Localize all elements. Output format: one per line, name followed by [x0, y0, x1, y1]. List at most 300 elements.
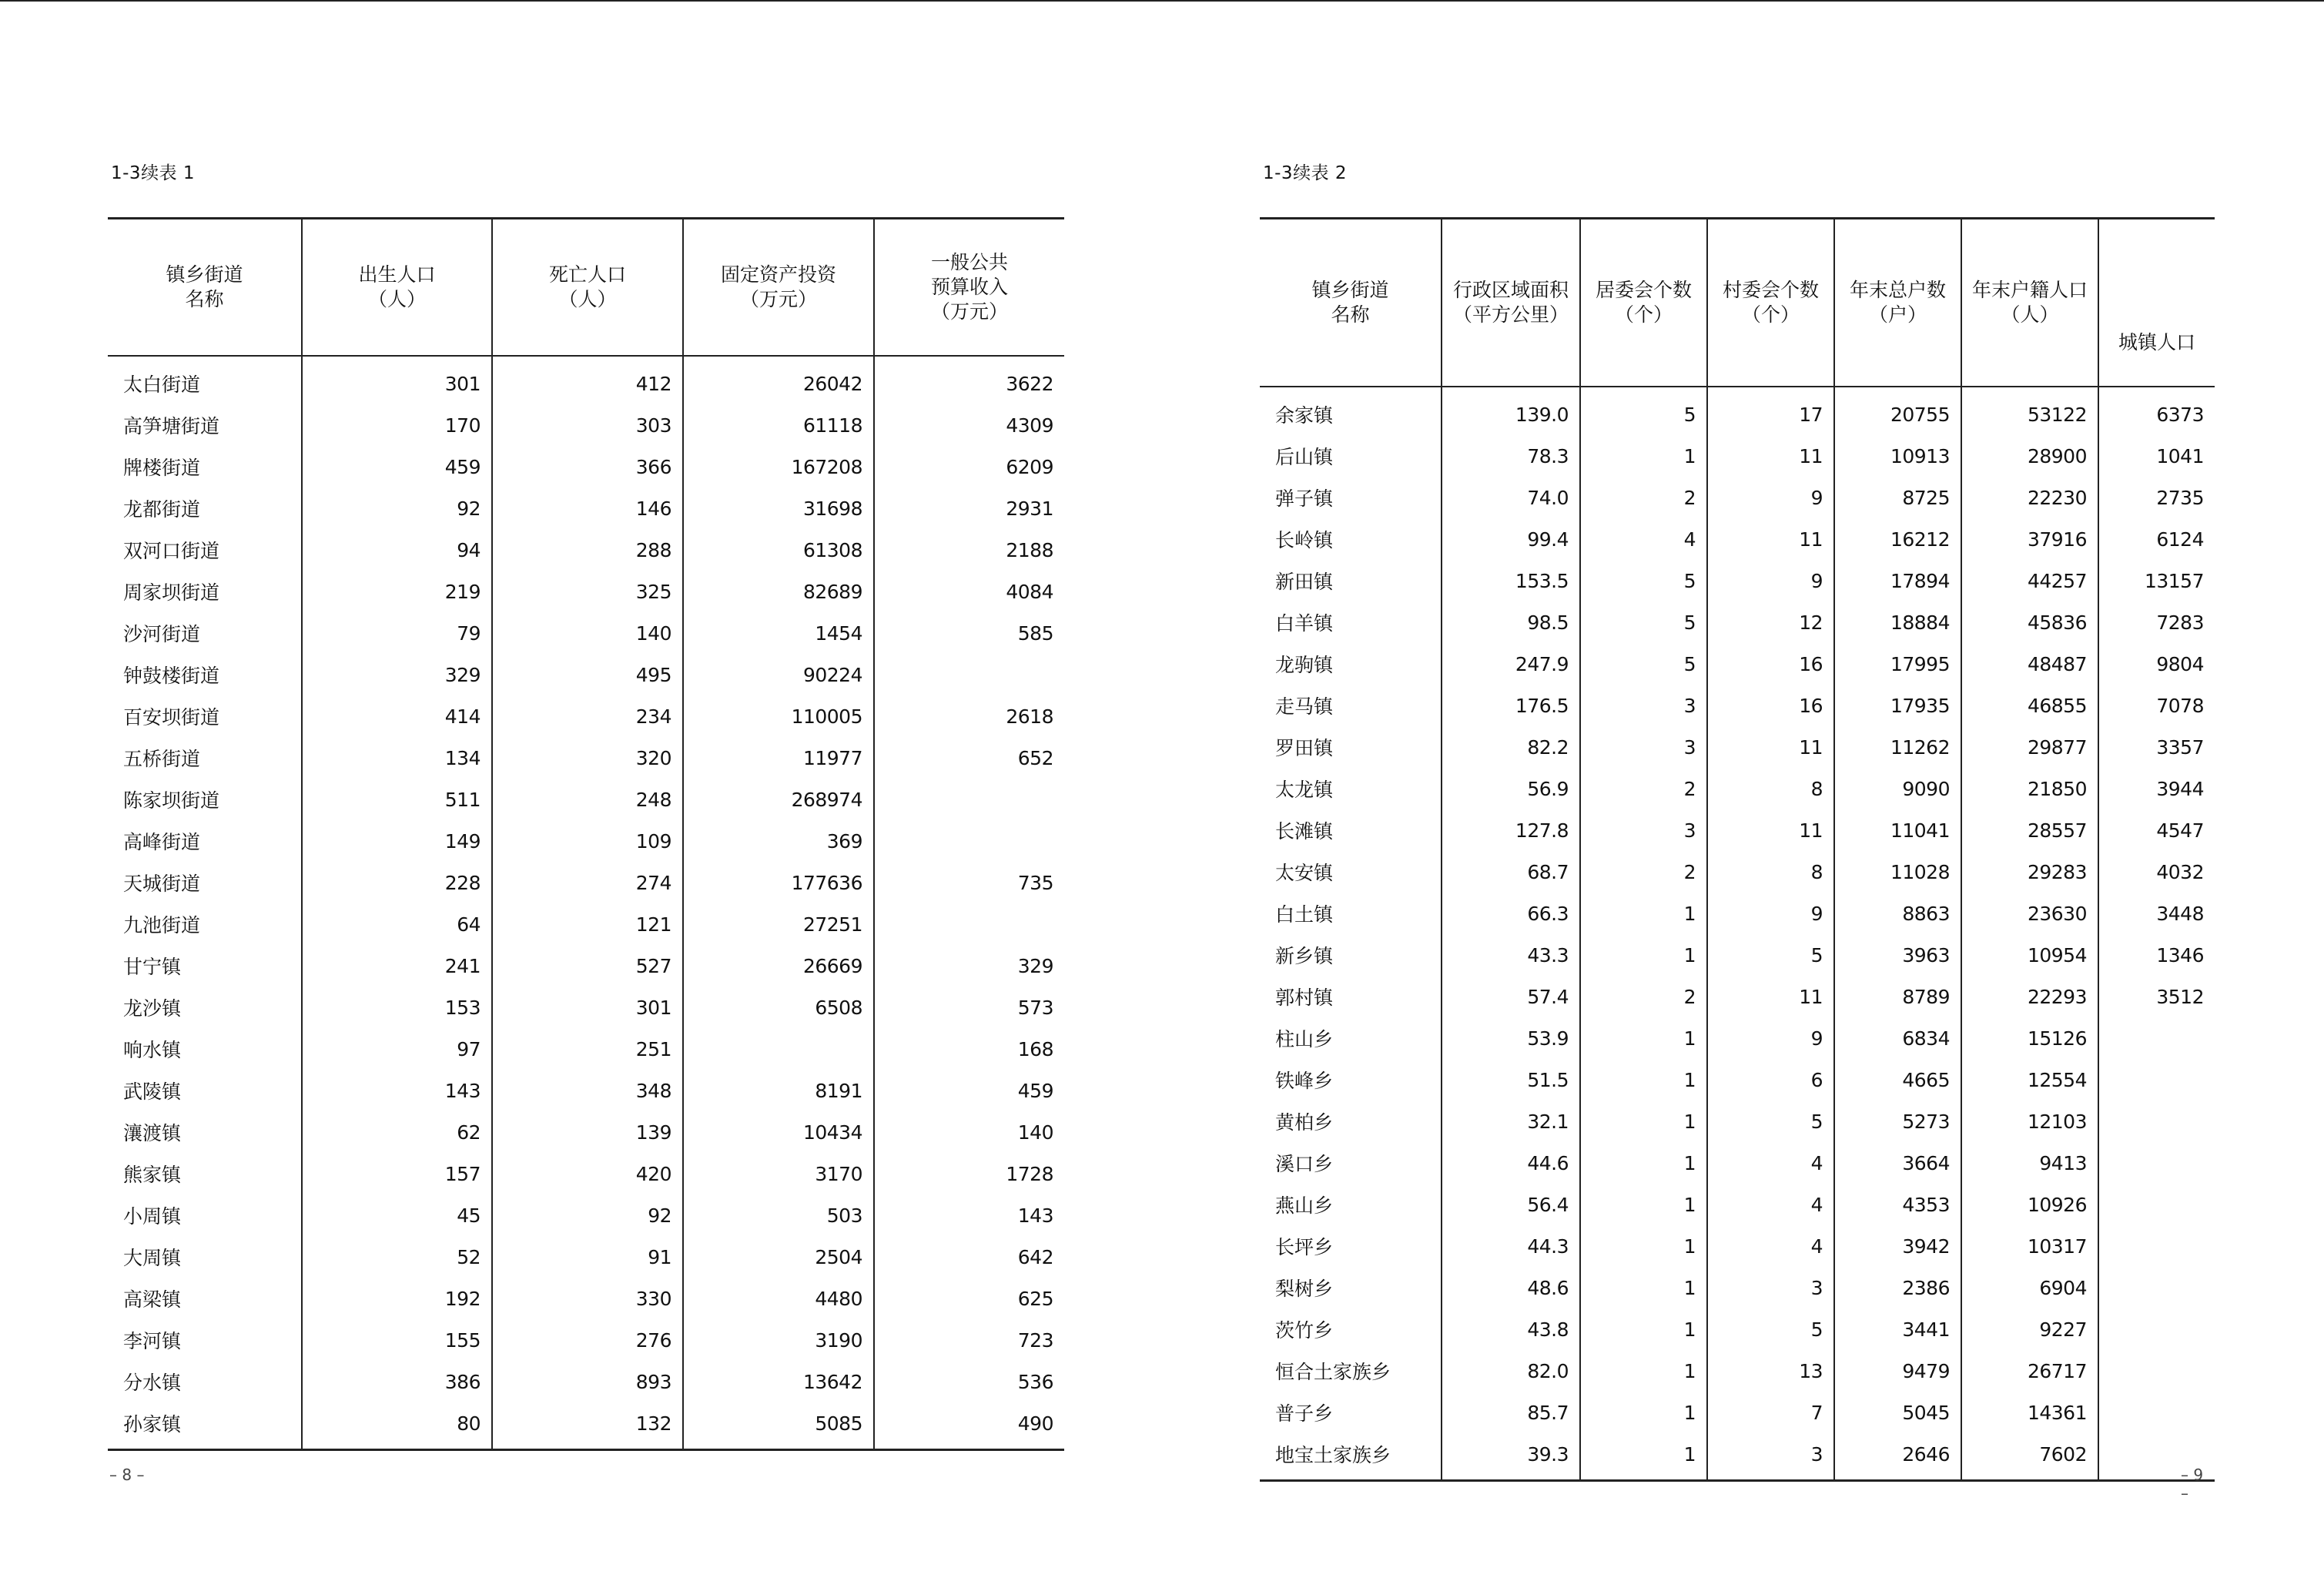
value-cell: 5 — [1707, 1101, 1834, 1142]
value-cell: 348 — [492, 1070, 683, 1111]
value-cell: 5085 — [683, 1402, 874, 1450]
value-cell: 78.3 — [1442, 435, 1580, 477]
value-cell: 11 — [1707, 976, 1834, 1017]
table-row — [108, 612, 1064, 654]
table-row — [108, 529, 1064, 571]
table-row — [1260, 1392, 2215, 1433]
value-cell: 79 — [302, 612, 492, 654]
row-name-cell: 长滩镇 — [1275, 820, 1334, 843]
right-page — [1260, 0, 2215, 1588]
value-cell: 16 — [1707, 643, 1834, 685]
table-row — [108, 1194, 1064, 1236]
value-cell: 4 — [1707, 1142, 1834, 1184]
value-cell: 16212 — [1834, 518, 1961, 560]
right-stat-table — [1260, 217, 2215, 1482]
value-cell: 97 — [302, 1028, 492, 1070]
value-cell: 27251 — [683, 903, 874, 945]
value-cell — [2098, 1142, 2215, 1184]
table-header-row — [1260, 219, 2215, 387]
value-cell — [874, 654, 1064, 695]
value-cell: 228 — [302, 862, 492, 903]
value-cell: 652 — [874, 737, 1064, 779]
column-header — [683, 219, 874, 357]
value-cell: 234 — [492, 695, 683, 737]
value-cell: 642 — [874, 1236, 1064, 1278]
row-name-cell: 铁峰乡 — [1275, 1070, 1334, 1092]
value-cell: 459 — [302, 446, 492, 487]
value-cell: 3622 — [874, 356, 1064, 404]
value-cell: 366 — [492, 446, 683, 487]
value-cell: 17995 — [1834, 643, 1961, 685]
row-name-cell: 钟鼓楼街道 — [123, 665, 220, 687]
value-cell: 9804 — [2098, 643, 2215, 685]
column-header-line: 行政区域面积 — [1452, 279, 1569, 301]
value-cell: 420 — [492, 1153, 683, 1194]
value-cell: 11 — [1707, 726, 1834, 768]
value-cell: 1728 — [874, 1153, 1064, 1194]
value-cell: 46855 — [1961, 685, 2098, 726]
value-cell: 9 — [1707, 1017, 1834, 1059]
table-caption: 1-3续表 1 — [111, 163, 196, 183]
value-cell: 62 — [302, 1111, 492, 1153]
value-cell: 5 — [1580, 560, 1707, 601]
value-cell: 330 — [492, 1278, 683, 1319]
value-cell: 2 — [1580, 976, 1707, 1017]
value-cell: 26717 — [1961, 1350, 2098, 1392]
value-cell: 3942 — [1834, 1225, 1961, 1267]
value-cell: 143 — [302, 1070, 492, 1111]
value-cell: 2504 — [683, 1236, 874, 1278]
value-cell: 57.4 — [1442, 976, 1580, 1017]
column-header-line: （人） — [367, 288, 426, 310]
value-cell: 3 — [1580, 809, 1707, 851]
column-header-line: 固定资产投资 — [720, 263, 836, 286]
value-cell: 2646 — [1834, 1433, 1961, 1481]
value-cell: 140 — [874, 1111, 1064, 1153]
value-cell: 10317 — [1961, 1225, 2098, 1267]
column-header-line: 年末总户数 — [1849, 279, 1946, 301]
row-name-cell: 溪口乡 — [1275, 1153, 1334, 1175]
value-cell: 301 — [492, 987, 683, 1028]
value-cell: 10926 — [1961, 1184, 2098, 1225]
value-cell: 28557 — [1961, 809, 2098, 851]
row-name-cell: 罗田镇 — [1275, 737, 1334, 759]
value-cell: 64 — [302, 903, 492, 945]
value-cell: 82689 — [683, 571, 874, 612]
table-row — [108, 820, 1064, 862]
value-cell: 26669 — [683, 945, 874, 987]
value-cell: 1 — [1580, 1392, 1707, 1433]
column-header — [108, 219, 302, 357]
value-cell: 153.5 — [1442, 560, 1580, 601]
row-name-cell: 高峰街道 — [123, 831, 201, 853]
table-row — [1260, 1308, 2215, 1350]
column-header-line: 死亡人口 — [548, 263, 626, 286]
value-cell: 1 — [1580, 1142, 1707, 1184]
value-cell: 3 — [1580, 685, 1707, 726]
value-cell: 121 — [492, 903, 683, 945]
value-cell: 29283 — [1961, 851, 2098, 893]
value-cell: 98.5 — [1442, 601, 1580, 643]
value-cell: 6834 — [1834, 1017, 1961, 1059]
value-cell: 9227 — [1961, 1308, 2098, 1350]
value-cell: 5 — [1580, 643, 1707, 685]
row-name-cell: 白羊镇 — [1275, 612, 1334, 635]
table-row — [1260, 893, 2215, 934]
table-row — [108, 1319, 1064, 1361]
value-cell — [874, 820, 1064, 862]
value-cell: 268974 — [683, 779, 874, 820]
value-cell: 6508 — [683, 987, 874, 1028]
value-cell: 68.7 — [1442, 851, 1580, 893]
column-header-line: （平方公里） — [1452, 303, 1569, 326]
row-name-cell: 响水镇 — [123, 1039, 182, 1061]
value-cell: 167208 — [683, 446, 874, 487]
value-cell: 3512 — [2098, 976, 2215, 1017]
value-cell — [2098, 1059, 2215, 1101]
value-cell: 48.6 — [1442, 1267, 1580, 1308]
row-name-cell: 燕山乡 — [1275, 1194, 1334, 1217]
value-cell: 585 — [874, 612, 1064, 654]
value-cell: 4353 — [1834, 1184, 1961, 1225]
value-cell: 2 — [1580, 477, 1707, 518]
row-name-cell: 地宝土家族乡 — [1275, 1444, 1391, 1466]
row-name-cell: 李河镇 — [123, 1330, 182, 1352]
value-cell: 90224 — [683, 654, 874, 695]
value-cell: 74.0 — [1442, 477, 1580, 518]
column-header-line: （户） — [1868, 303, 1927, 326]
value-cell: 274 — [492, 862, 683, 903]
row-name-cell: 梨树乡 — [1275, 1278, 1334, 1300]
value-cell: 3 — [1707, 1267, 1834, 1308]
value-cell: 17894 — [1834, 560, 1961, 601]
value-cell: 3190 — [683, 1319, 874, 1361]
table-row — [1260, 685, 2215, 726]
value-cell: 1454 — [683, 612, 874, 654]
value-cell: 301 — [302, 356, 492, 404]
table-row — [1260, 1059, 2215, 1101]
value-cell: 7078 — [2098, 685, 2215, 726]
value-cell: 139.0 — [1442, 387, 1580, 435]
value-cell: 92 — [302, 487, 492, 529]
row-name-cell: 余家镇 — [1275, 404, 1334, 427]
row-name-cell: 长岭镇 — [1275, 529, 1334, 551]
left-stat-table — [108, 217, 1064, 1451]
value-cell: 9 — [1707, 560, 1834, 601]
value-cell: 536 — [874, 1361, 1064, 1402]
value-cell: 139 — [492, 1111, 683, 1153]
value-cell: 1041 — [2098, 435, 2215, 477]
table-row — [108, 571, 1064, 612]
value-cell: 48487 — [1961, 643, 2098, 685]
value-cell: 11262 — [1834, 726, 1961, 768]
row-name-cell: 九池街道 — [123, 914, 201, 936]
value-cell: 13 — [1707, 1350, 1834, 1392]
table-row — [1260, 976, 2215, 1017]
value-cell: 2188 — [874, 529, 1064, 571]
value-cell: 3944 — [2098, 768, 2215, 809]
value-cell: 44.3 — [1442, 1225, 1580, 1267]
value-cell: 4665 — [1834, 1059, 1961, 1101]
value-cell: 251 — [492, 1028, 683, 1070]
table-row — [1260, 1184, 2215, 1225]
table-row — [1260, 851, 2215, 893]
value-cell: 9 — [1707, 477, 1834, 518]
value-cell: 8 — [1707, 851, 1834, 893]
value-cell: 5045 — [1834, 1392, 1961, 1433]
value-cell: 1 — [1580, 1267, 1707, 1308]
value-cell: 10913 — [1834, 435, 1961, 477]
value-cell: 153 — [302, 987, 492, 1028]
row-name-cell: 恒合土家族乡 — [1275, 1361, 1391, 1383]
column-header-line: 镇乡街道 — [1311, 279, 1389, 301]
value-cell: 43.3 — [1442, 934, 1580, 976]
value-cell — [2098, 1392, 2215, 1433]
value-cell: 52 — [302, 1236, 492, 1278]
value-cell: 80 — [302, 1402, 492, 1450]
value-cell: 9413 — [1961, 1142, 2098, 1184]
row-name-cell: 沙河街道 — [123, 623, 201, 645]
value-cell: 241 — [302, 945, 492, 987]
table-row — [1260, 1350, 2215, 1392]
row-name-cell: 龙驹镇 — [1275, 654, 1334, 676]
table-row — [1260, 518, 2215, 560]
value-cell: 3 — [1580, 726, 1707, 768]
column-header — [1580, 219, 1707, 387]
value-cell: 1 — [1580, 1433, 1707, 1481]
page-number: – 9 – — [2181, 1466, 2204, 1503]
table-row — [108, 1153, 1064, 1194]
table-row — [1260, 643, 2215, 685]
value-cell: 573 — [874, 987, 1064, 1028]
value-cell: 1346 — [2098, 934, 2215, 976]
row-name-cell: 黄柏乡 — [1275, 1111, 1334, 1134]
row-name-cell: 分水镇 — [123, 1372, 182, 1394]
column-header-line: 村委会个数 — [1722, 279, 1819, 301]
table-row — [108, 1402, 1064, 1450]
value-cell: 17935 — [1834, 685, 1961, 726]
value-cell: 1 — [1580, 1308, 1707, 1350]
value-cell: 7602 — [1961, 1433, 2098, 1481]
value-cell: 1 — [1580, 1225, 1707, 1267]
table-row — [108, 1278, 1064, 1319]
value-cell: 490 — [874, 1402, 1064, 1450]
value-cell: 4032 — [2098, 851, 2215, 893]
value-cell: 8 — [1707, 768, 1834, 809]
value-cell: 61308 — [683, 529, 874, 571]
value-cell: 3357 — [2098, 726, 2215, 768]
value-cell: 12554 — [1961, 1059, 2098, 1101]
value-cell: 15126 — [1961, 1017, 2098, 1059]
row-name-cell: 熊家镇 — [123, 1164, 182, 1186]
value-cell: 6124 — [2098, 518, 2215, 560]
value-cell: 82.2 — [1442, 726, 1580, 768]
value-cell: 3 — [1707, 1433, 1834, 1481]
value-cell: 735 — [874, 862, 1064, 903]
table-row — [108, 1070, 1064, 1111]
value-cell: 2 — [1580, 768, 1707, 809]
value-cell: 10434 — [683, 1111, 874, 1153]
column-header-line: （个） — [1614, 303, 1673, 326]
table-row — [1260, 934, 2215, 976]
table-row — [1260, 560, 2215, 601]
page-number: – 8 – — [109, 1466, 145, 1484]
value-cell: 219 — [302, 571, 492, 612]
column-header-line: 城镇人口 — [2118, 331, 2195, 353]
value-cell: 8863 — [1834, 893, 1961, 934]
value-cell: 192 — [302, 1278, 492, 1319]
row-name-cell: 龙都街道 — [123, 498, 201, 521]
column-header — [874, 219, 1064, 357]
row-name-cell: 新乡镇 — [1275, 945, 1334, 967]
row-name-cell: 太白街道 — [123, 374, 201, 396]
value-cell: 155 — [302, 1319, 492, 1361]
value-cell: 7283 — [2098, 601, 2215, 643]
value-cell: 51.5 — [1442, 1059, 1580, 1101]
value-cell: 503 — [683, 1194, 874, 1236]
column-header-line: （个） — [1741, 303, 1800, 326]
row-name-cell: 小周镇 — [123, 1205, 182, 1228]
value-cell: 369 — [683, 820, 874, 862]
column-header-line: （万元） — [739, 288, 817, 310]
value-cell: 45 — [302, 1194, 492, 1236]
row-name-cell: 百安坝街道 — [123, 706, 220, 729]
value-cell: 5 — [1580, 387, 1707, 435]
value-cell: 149 — [302, 820, 492, 862]
value-cell: 325 — [492, 571, 683, 612]
table-header-row — [108, 219, 1064, 357]
value-cell: 3664 — [1834, 1142, 1961, 1184]
value-cell: 18884 — [1834, 601, 1961, 643]
row-name-cell: 双河口街道 — [123, 540, 220, 562]
table-row — [1260, 477, 2215, 518]
row-name-cell: 武陵镇 — [123, 1080, 182, 1103]
column-header-line: 居委会个数 — [1595, 279, 1692, 301]
value-cell: 2386 — [1834, 1267, 1961, 1308]
value-cell: 29877 — [1961, 726, 2098, 768]
value-cell: 134 — [302, 737, 492, 779]
value-cell: 2931 — [874, 487, 1064, 529]
row-name-cell: 高笋塘街道 — [123, 415, 220, 437]
table-row — [108, 1028, 1064, 1070]
value-cell: 127.8 — [1442, 809, 1580, 851]
value-cell: 9090 — [1834, 768, 1961, 809]
value-cell: 4 — [1707, 1184, 1834, 1225]
value-cell: 303 — [492, 404, 683, 446]
column-header-line: 一般公共 — [930, 251, 1008, 273]
value-cell: 22293 — [1961, 976, 2098, 1017]
value-cell: 4309 — [874, 404, 1064, 446]
value-cell: 177636 — [683, 862, 874, 903]
row-name-cell: 高梁镇 — [123, 1288, 182, 1311]
value-cell: 56.9 — [1442, 768, 1580, 809]
value-cell: 276 — [492, 1319, 683, 1361]
value-cell: 1 — [1580, 1059, 1707, 1101]
table-row — [108, 446, 1064, 487]
row-name-cell: 陈家坝街道 — [123, 789, 220, 812]
value-cell: 11 — [1707, 809, 1834, 851]
table-row — [108, 404, 1064, 446]
value-cell: 13157 — [2098, 560, 2215, 601]
value-cell: 44.6 — [1442, 1142, 1580, 1184]
value-cell: 110005 — [683, 695, 874, 737]
value-cell: 11977 — [683, 737, 874, 779]
value-cell: 146 — [492, 487, 683, 529]
row-name-cell: 太安镇 — [1275, 862, 1334, 884]
value-cell: 92 — [492, 1194, 683, 1236]
table-row — [108, 654, 1064, 695]
value-cell: 248 — [492, 779, 683, 820]
value-cell: 12103 — [1961, 1101, 2098, 1142]
value-cell: 91 — [492, 1236, 683, 1278]
value-cell: 4547 — [2098, 809, 2215, 851]
table-row — [108, 945, 1064, 987]
value-cell: 39.3 — [1442, 1433, 1580, 1481]
value-cell: 11 — [1707, 518, 1834, 560]
value-cell: 28900 — [1961, 435, 2098, 477]
table-row — [108, 987, 1064, 1028]
value-cell: 9479 — [1834, 1350, 1961, 1392]
column-header-line: 名称 — [1331, 303, 1370, 326]
value-cell: 329 — [302, 654, 492, 695]
row-name-cell: 五桥街道 — [123, 748, 201, 770]
table-row — [108, 1236, 1064, 1278]
value-cell: 3441 — [1834, 1308, 1961, 1350]
value-cell: 170 — [302, 404, 492, 446]
value-cell — [2098, 1225, 2215, 1267]
value-cell: 44257 — [1961, 560, 2098, 601]
value-cell: 3170 — [683, 1153, 874, 1194]
value-cell: 61118 — [683, 404, 874, 446]
value-cell: 16 — [1707, 685, 1834, 726]
table-row — [1260, 1267, 2215, 1308]
column-header — [1260, 219, 1442, 387]
row-name-cell: 瀼渡镇 — [123, 1122, 182, 1144]
table-row — [1260, 1142, 2215, 1184]
value-cell: 11028 — [1834, 851, 1961, 893]
row-name-cell: 郭村镇 — [1275, 987, 1334, 1009]
value-cell: 6 — [1707, 1059, 1834, 1101]
value-cell: 495 — [492, 654, 683, 695]
value-cell: 3448 — [2098, 893, 2215, 934]
value-cell: 85.7 — [1442, 1392, 1580, 1433]
table-row — [108, 862, 1064, 903]
table-row — [1260, 435, 2215, 477]
value-cell: 2618 — [874, 695, 1064, 737]
value-cell: 45836 — [1961, 601, 2098, 643]
value-cell: 511 — [302, 779, 492, 820]
value-cell: 414 — [302, 695, 492, 737]
value-cell: 8725 — [1834, 477, 1961, 518]
value-cell: 459 — [874, 1070, 1064, 1111]
column-header-line: 年末户籍人口 — [1971, 279, 2088, 301]
value-cell: 4084 — [874, 571, 1064, 612]
row-name-cell: 太龙镇 — [1275, 779, 1334, 801]
value-cell: 1 — [1580, 1350, 1707, 1392]
column-header — [492, 219, 683, 357]
value-cell — [2098, 1267, 2215, 1308]
value-cell: 21850 — [1961, 768, 2098, 809]
table-row — [108, 1111, 1064, 1153]
value-cell: 109 — [492, 820, 683, 862]
column-header-line: 预算收入 — [930, 276, 1008, 298]
value-cell: 22230 — [1961, 477, 2098, 518]
value-cell: 5 — [1707, 1308, 1834, 1350]
value-cell: 26042 — [683, 356, 874, 404]
table-row — [1260, 387, 2215, 435]
value-cell: 11041 — [1834, 809, 1961, 851]
column-header-line: 出生人口 — [358, 263, 436, 286]
